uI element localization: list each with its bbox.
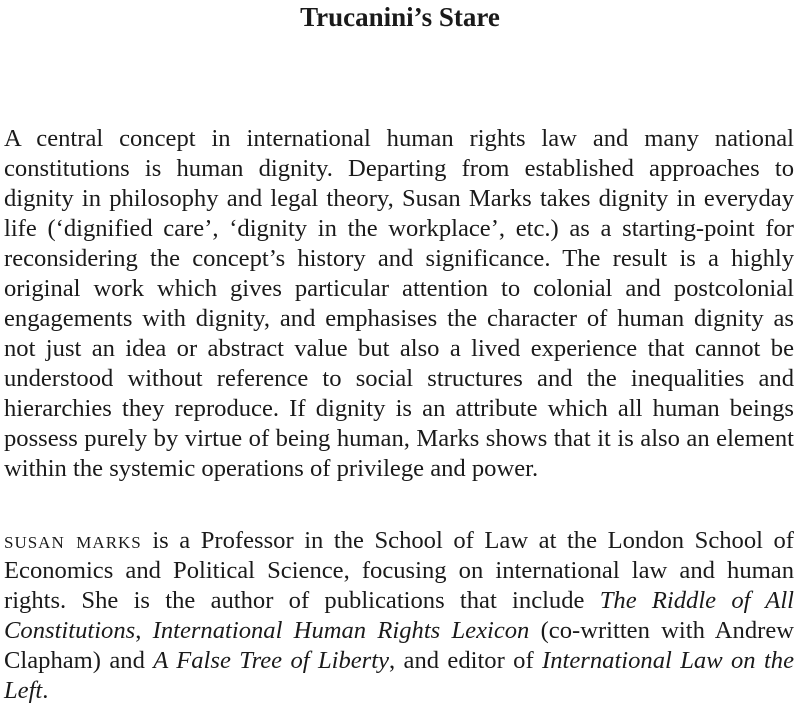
book-page: [4, 0, 796, 704]
author-name: susan marks: [4, 527, 142, 554]
book-title-riddle: The Riddle of All Constitutions: [4, 587, 794, 644]
bio-text: , and editor of: [389, 647, 543, 674]
book-blurb: A central concept in international human rights law and many national constitutions is human dignity. Departing from established approaches to dignity in philosophy and legal theory, Susan Marks takes dignity in everyday life (‘dignified care’, ‘dignity in the workplace’, etc.) as a starting-point for reconsidering the concept’s history and significance. The result is a highly original work which gives particular attention to colonial and postcolonial engagements with dignity, and emphasises the character of human dignity as not just an idea or abstract value but also a lived experience that cannot be understood without reference to social structures and the inequalities and hierarchies they reproduce. If dignity is an attribute which all human beings possess purely by virtue of being human, Marks shows that it is also an element within the systemic operations of privilege and power.: [4, 125, 794, 482]
author-bio: [4, 526, 794, 706]
bio-text: .: [42, 677, 49, 704]
bio-separator: ,: [135, 617, 153, 644]
bio-text: (co-written with Andrew Clapham) and: [4, 617, 794, 674]
book-title-international-law: International Law on the Left: [4, 647, 794, 704]
book-title-lexicon: International Human Rights Lexicon: [152, 617, 530, 644]
book-title-false-tree: A False Tree of Liberty: [153, 647, 389, 674]
book-title: Trucanini’s Stare: [300, 2, 500, 32]
bio-text: is a Professor in the School of Law at the London School of Economics and Political Science, focusing on international law and human rights. She is the author of publications that include: [4, 527, 794, 614]
